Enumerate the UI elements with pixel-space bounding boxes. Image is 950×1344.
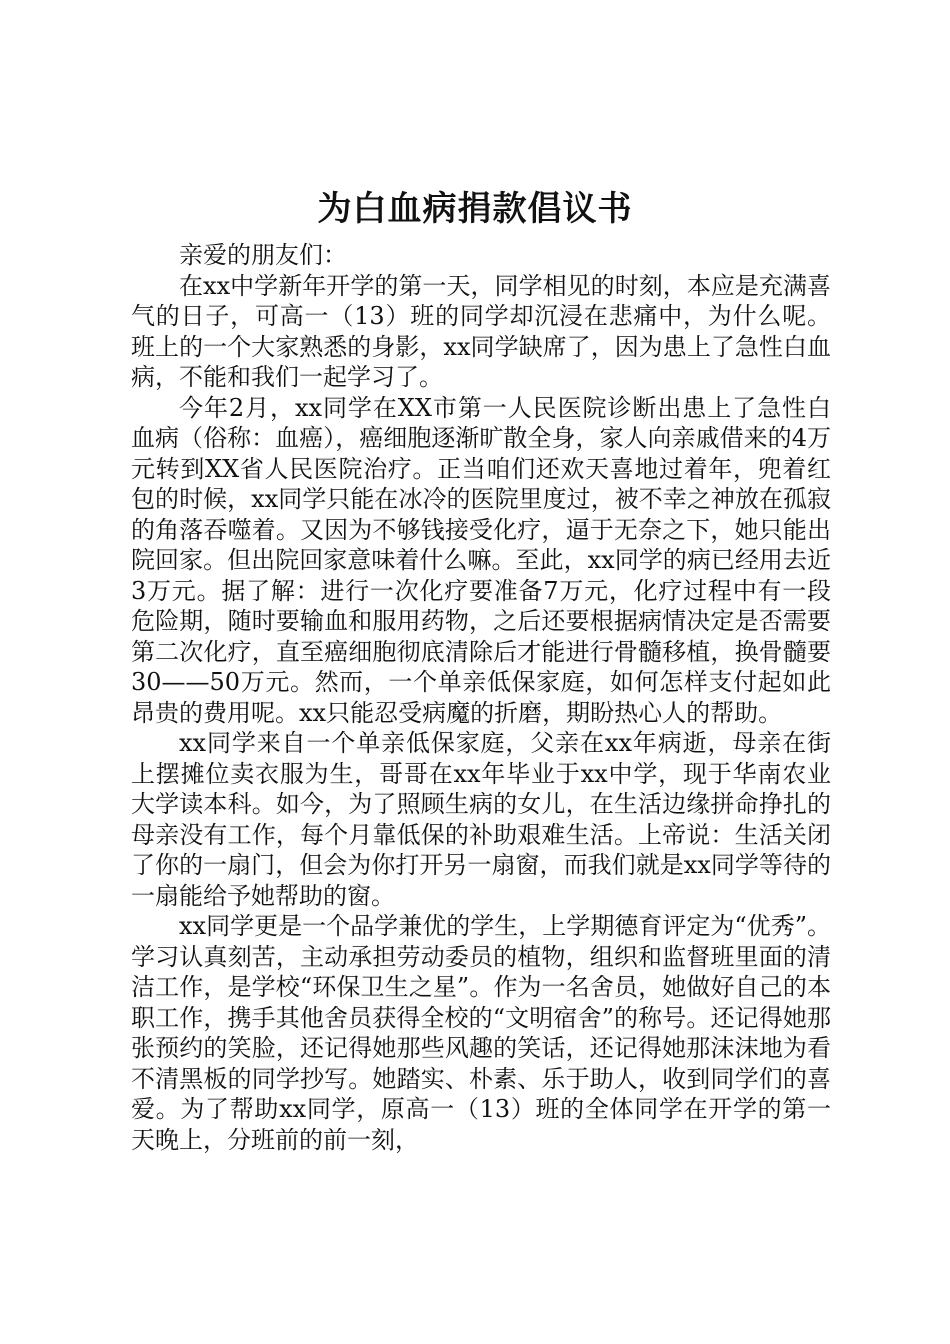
document-body <box>131 240 831 1155</box>
document-title: 为白血病捐款倡议书 <box>317 189 633 229</box>
paragraph-2: 今年2月，xx同学在XX市第一人民医院诊断出患上了急性白血病（俗称：血癌），癌细胞逐渐旷散全身，家人向亲戚借来的4万元转到XX省人民医院治疗。正当咱们还欢天喜地过着年，兜着红包的时候，xx同学只能在冰冷的医院里度过，被不幸之神放在孤寂的角落吞噬着。又因为不够钱接受化疗，逼于无奈之下，她只能出院回家。但出院回家意味着什么嘛。至此，xx同学的病已经用去近3万元。据了解：进行一次化疗要准备7万元，化疗过程中有一段危险期，随时要输血和服用药物，之后还要根据病情决定是否需要第二次化疗，直至癌细胞彻底清除后才能进行骨髓移植，换骨髓要30——50万元。然而，一个单亲低保家庭，如何怎样支付起如此昂贵的费用呢。xx只能忍受病魔的折磨，期盼热心人的帮助。 <box>131 393 831 727</box>
paragraph-1: 在xx中学新年开学的第一天，同学相见的时刻，本应是充满喜气的日子，可高一（13）班的同学却沉浸在悲痛中，为什么呢。班上的一个大家熟悉的身影，xx同学缺席了，因为患上了急性白血病，不能和我们一起学习了。 <box>131 271 831 391</box>
paragraph-3: xx同学来自一个单亲低保家庭，父亲在xx年病逝，母亲在街上摆摊位卖衣服为生，哥哥在xx年毕业于xx中学，现于华南农业大学读本科。如今，为了照顾生病的女儿，在生活边缘拼命挣扎的母亲没有工作，每个月靠低保的补助艰难生活。上帝说：生活关闭了你的一扇门，但会为你打开另一扇窗，而我们就是xx同学等待的一扇能给予她帮助的窗。 <box>131 729 831 910</box>
salutation: 亲爱的朋友们： <box>179 241 347 269</box>
paragraph-4: xx同学更是一个品学兼优的学生，上学期德育评定为“优秀”。学习认真刻苦，主动承担劳动委员的植物，组织和监督班里面的清洁工作，是学校“环保卫生之星”。作为一名舍员，她做好自己的本职工作，携手其他舍员获得全校的“文明宿舍”的称号。还记得她那张预约的笑脸，还记得她那些风趣的笑话，还记得她那沫沫地为看不清黑板的同学抄写。她踏实、朴素、乐于助人，收到同学们的喜爱。为了帮助xx同学，原高一（13）班的全体同学在开学的第一天晚上，分班前的前一刻， <box>131 912 831 1154</box>
